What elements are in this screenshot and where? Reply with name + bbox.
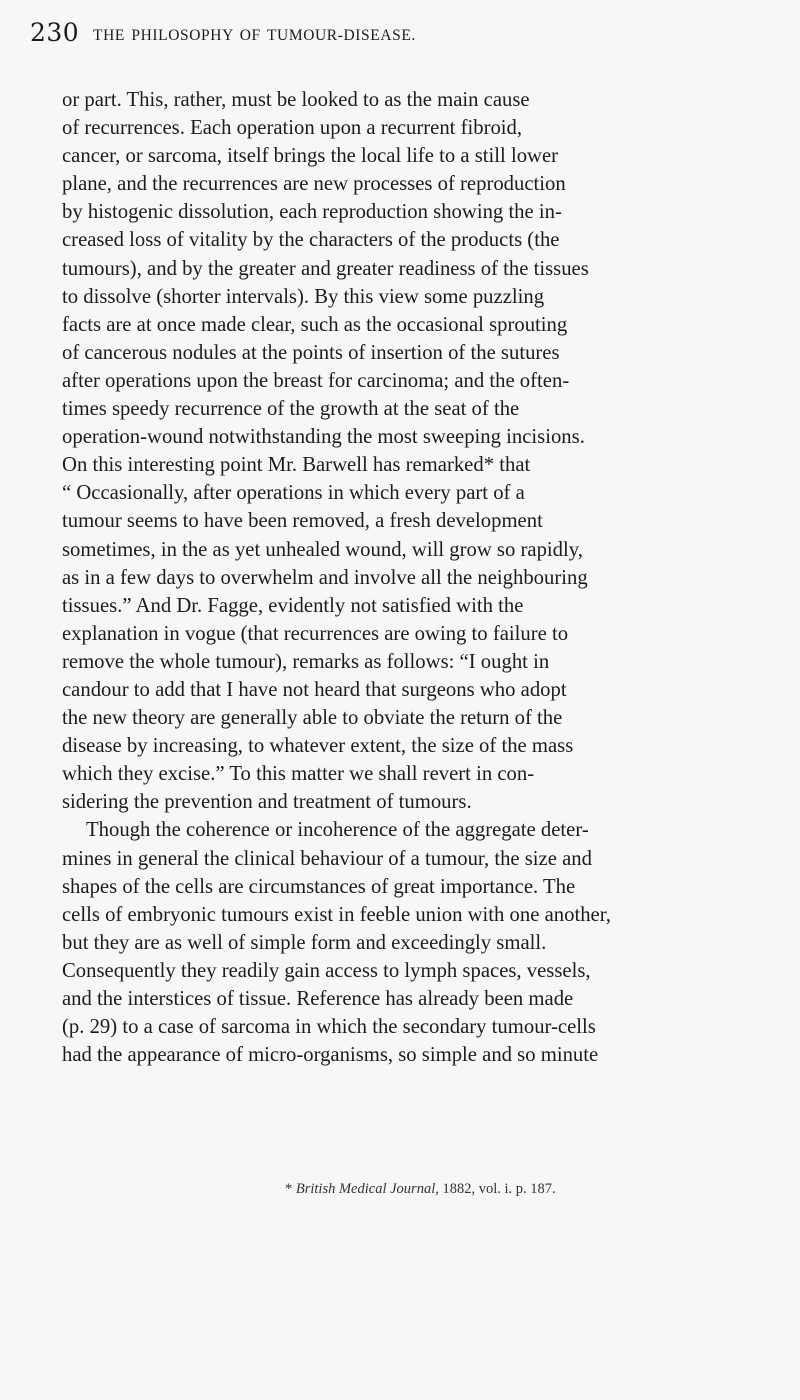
text-line: tissues.” And Dr. Fagge, evidently not satisfied with the [62, 594, 524, 617]
footnote [285, 1181, 556, 1198]
body-text [62, 86, 762, 1069]
paragraph-2 [62, 816, 762, 1069]
footnote-source: British Medical Journal [295, 1181, 436, 1197]
text-line: of cancerous nodules at the points of insertion of the sutures [62, 341, 560, 364]
text-line: explanation in vogue (that recurrences are owing to failure to [62, 622, 569, 645]
text-line: had the appearance of micro-organisms, so simple and so minute [62, 1044, 599, 1067]
text-line: tumour seems to have been removed, a fresh development [62, 510, 543, 533]
text-line: but they are as well of simple form and exceedingly small. [62, 931, 547, 954]
text-line: tumours), and by the greater and greater readiness of the tissues [62, 257, 589, 280]
running-title: THE PHILOSOPHY OF TUMOUR-DISEASE. [93, 27, 416, 44]
text-line: creased loss of vitality by the characters of the products (the [62, 229, 560, 252]
text-line: of recurrences. Each operation upon a recurrent fibroid, [62, 117, 523, 140]
text-line: to dissolve (shorter intervals). By this view some puzzling [62, 285, 545, 308]
text-line: after operations upon the breast for carcinoma; and the often- [62, 369, 570, 392]
text-line: facts are at once made clear, such as the occasional sprouting [62, 313, 568, 336]
text-line: “ Occasionally, after operations in which every part of a [62, 482, 525, 505]
text-line: plane, and the recurrences are new processes of reproduction [62, 173, 566, 196]
footnote-marker: * [285, 1181, 296, 1197]
paragraph-1 [62, 86, 762, 816]
text-line: On this interesting point Mr. Barwell has remarked* that [62, 454, 531, 477]
text-line: mines in general the clinical behaviour of a tumour, the size and [62, 847, 592, 870]
text-line: by histogenic dissolution, each reproduction showing the in- [62, 201, 562, 224]
text-line: remove the whole tumour), remarks as follows: “I ought in [62, 650, 550, 673]
text-line: sidering the prevention and treatment of tumours. [62, 791, 472, 814]
text-line: and the interstices of tissue. Reference has already been made [62, 988, 574, 1010]
text-line: sometimes, in the as yet unhealed wound, will grow so rapidly, [62, 538, 583, 561]
text-line: or part. This, rather, must be looked to as the main cause [62, 89, 530, 111]
text-line: operation-wound notwithstanding the most sweeping incisions. [62, 426, 585, 449]
text-line: Though the coherence or incoherence of the aggregate deter- [86, 819, 589, 842]
text-line: disease by increasing, to whatever extent, the size of the mass [62, 735, 574, 758]
text-line: times speedy recurrence of the growth at the seat of the [62, 398, 520, 421]
text-line: cells of embryonic tumours exist in feeble union with one another, [62, 903, 611, 926]
text-line: as in a few days to overwhelm and involve all the neighbouring [62, 566, 588, 589]
text-line: candour to add that I have not heard that surgeons who adopt [62, 678, 567, 701]
text-line: which they excise.” To this matter we shall revert in con- [62, 763, 535, 786]
text-line: (p. 29) to a case of sarcoma in which the secondary tumour-cells [62, 1016, 596, 1039]
text-line: Consequently they readily gain access to lymph spaces, vessels, [62, 959, 591, 982]
page-number: 230 [30, 18, 80, 47]
text-line: shapes of the cells are circumstances of great importance. The [62, 875, 576, 898]
running-head [30, 18, 770, 50]
text-line: the new theory are generally able to obviate the return of the [62, 707, 563, 730]
text-line: cancer, or sarcoma, itself brings the local life to a still lower [62, 145, 559, 168]
footnote-citation: , 1882, vol. i. p. 187. [435, 1181, 556, 1197]
